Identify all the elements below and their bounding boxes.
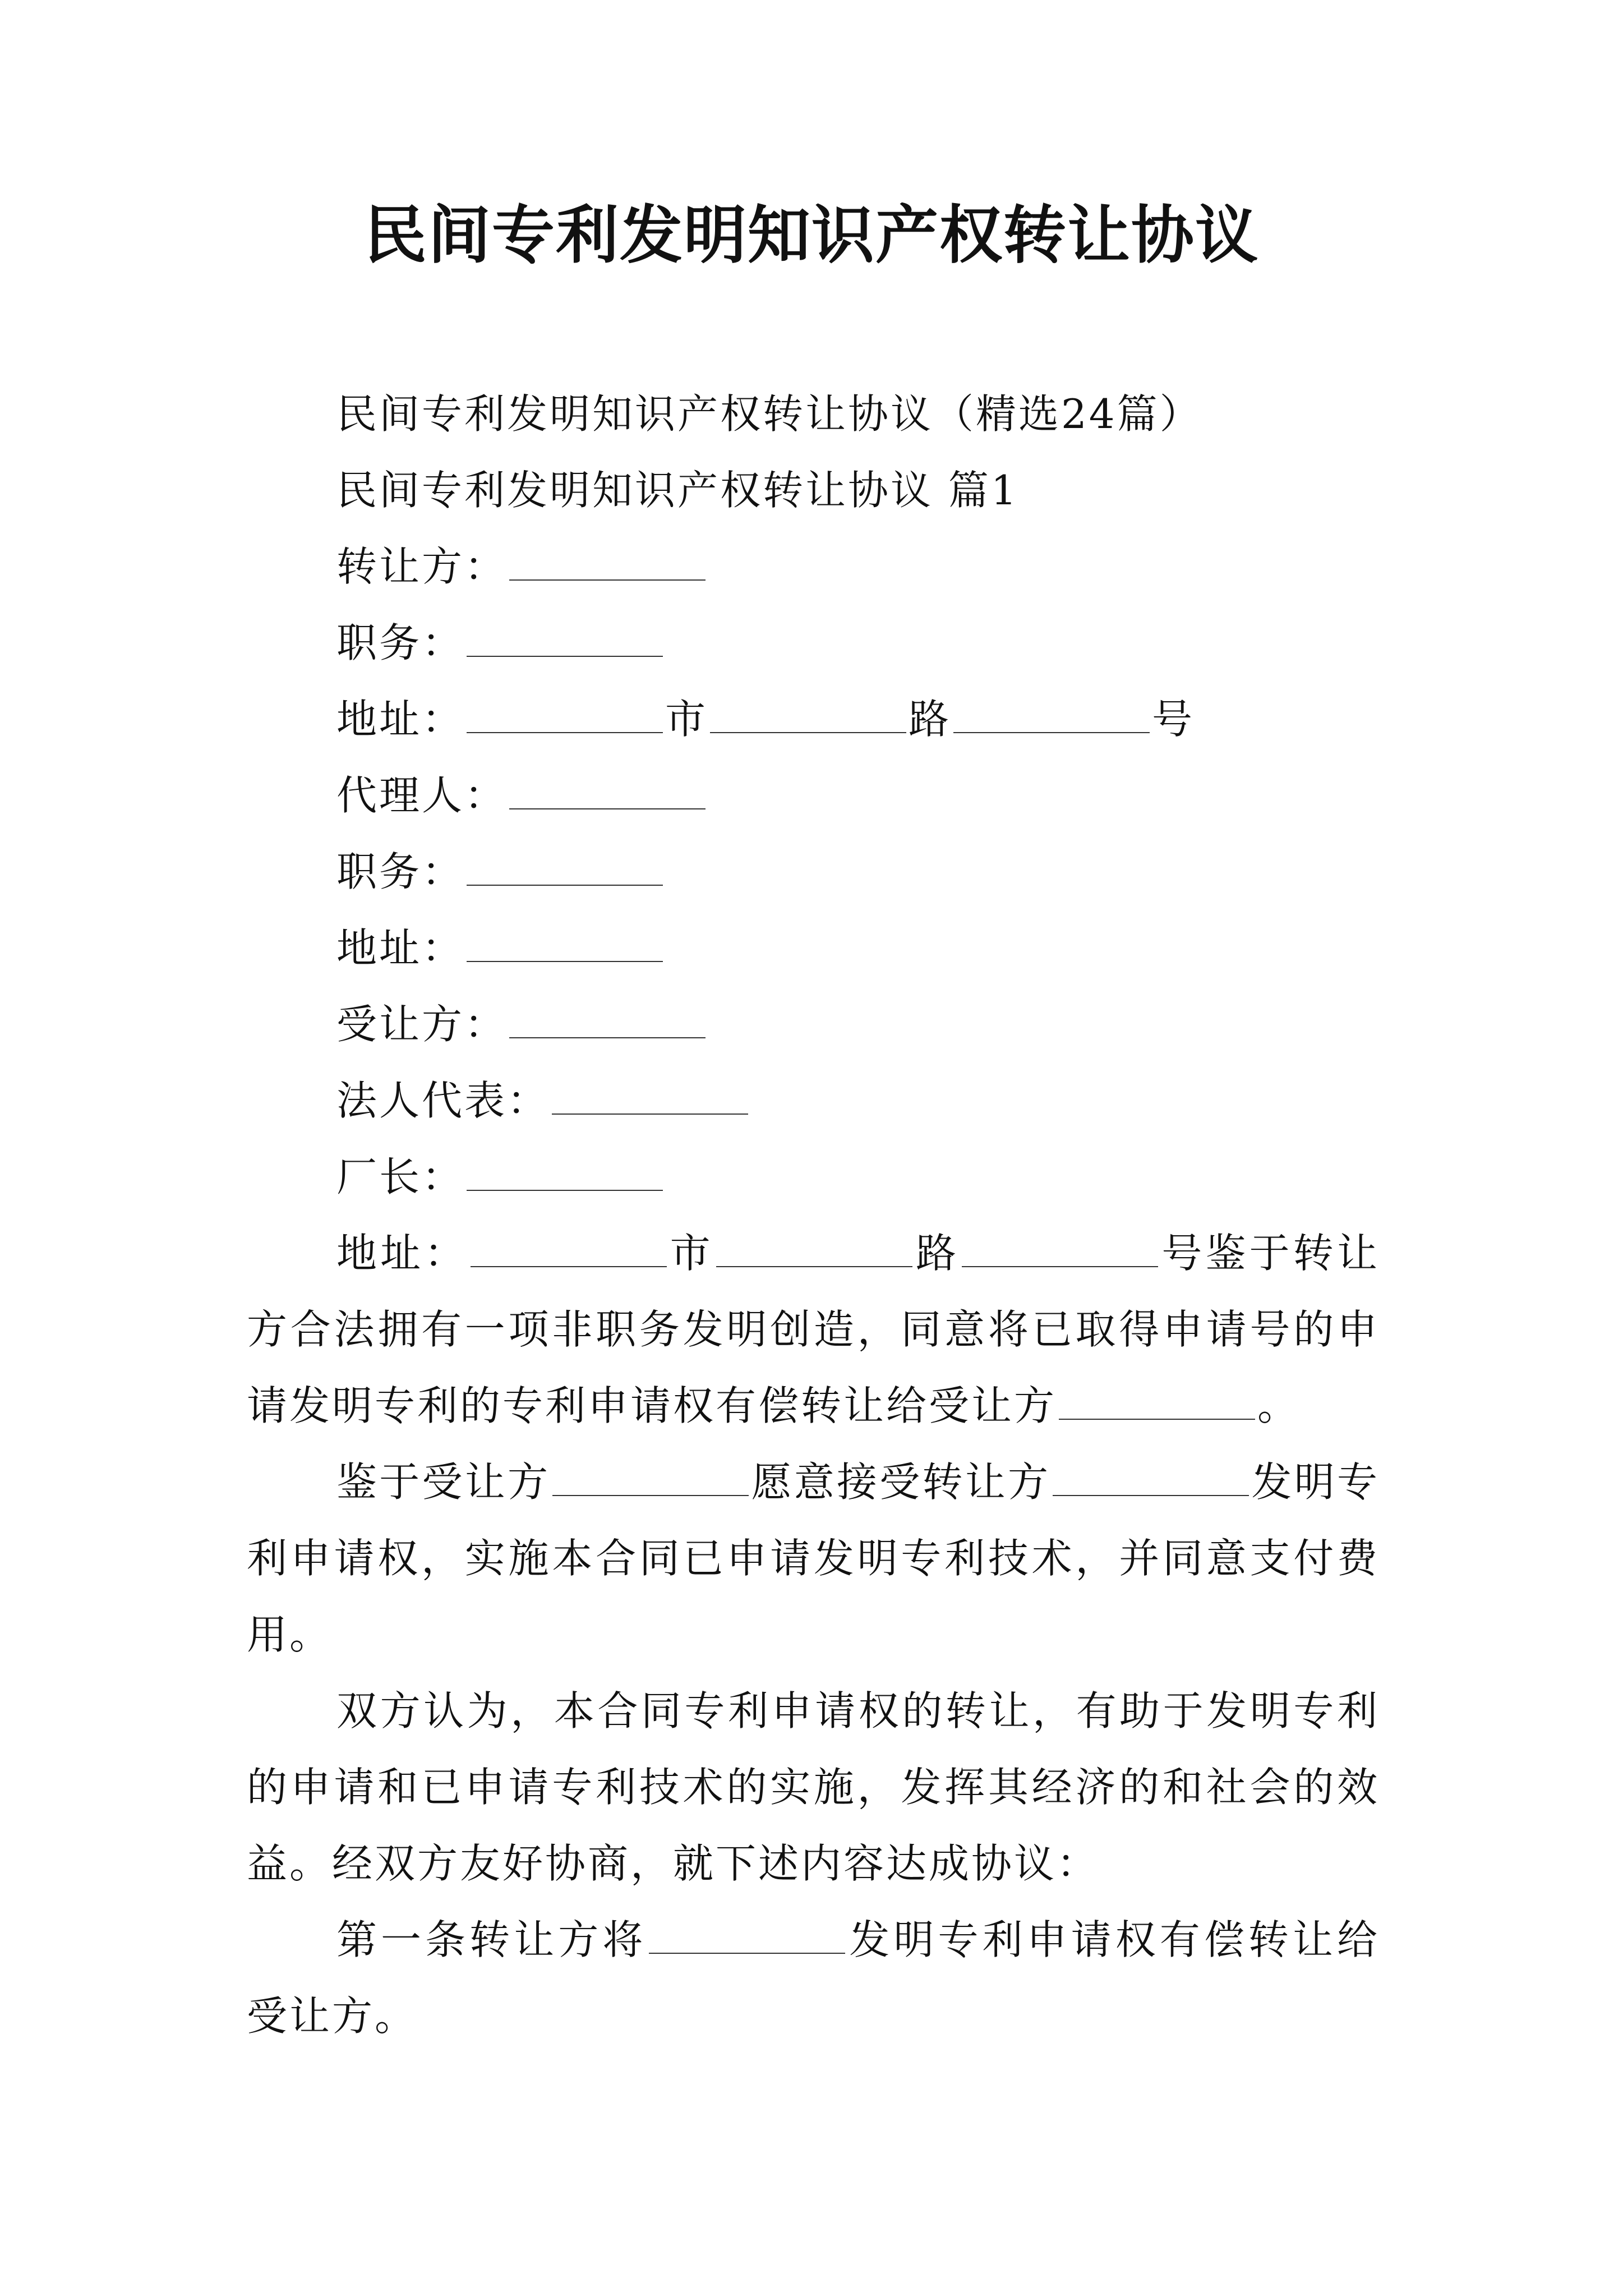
position-line-2 (247, 834, 1380, 910)
address-label-1: 地址： (336, 696, 465, 743)
address-paragraph-3 (247, 1215, 1380, 1444)
transferor-line (247, 528, 1380, 605)
paragraph-3-b: 发明专利申请权有偿转让给受让方。 (247, 1916, 1380, 2040)
address-blank-3c (962, 1232, 1158, 1267)
address-blank-3a (471, 1232, 667, 1267)
paragraph-1-a: 鉴于受让方 (336, 1458, 551, 1506)
paragraph-1 (247, 1444, 1380, 1673)
document-body (247, 376, 1380, 2054)
address-road-3: 路 (914, 1230, 960, 1277)
address-tail-3: 号鉴于转让方合法拥有一项非职务发明创造，同意将已取得申请号的申请发明专利的专利申请权有偿转让给受让方 (247, 1230, 1380, 1429)
paragraph-1-blank-a (552, 1461, 749, 1496)
paragraph-1-b: 愿意接受转让方 (751, 1458, 1051, 1506)
agent-label: 代理人： (336, 772, 508, 819)
paragraph-1-c: 发明专利申请权，实施本合同已申请发明专利技术，并同意支付费用。 (247, 1458, 1380, 1658)
position-blank-1 (467, 622, 663, 657)
address-blank-1b (710, 698, 906, 733)
agent-line (247, 757, 1380, 834)
position-label-1: 职务： (336, 619, 465, 666)
address-city-3: 市 (668, 1230, 714, 1277)
address-blank-1c (953, 698, 1150, 733)
paragraph-3-blank (649, 1919, 845, 1954)
transferee-line (247, 986, 1380, 1062)
transferee-blank (509, 1004, 706, 1038)
paragraph-2: 双方认为，本合同专利申请权的转让，有助于发明专利的申请和已申请专利技术的实施，发挥其经济的和社会的效益。经双方友好协商，就下述内容达成协议： (247, 1687, 1380, 1887)
paragraph-3-a: 第一条转让方将 (336, 1916, 647, 1963)
factory-director-label: 厂长： (336, 1153, 465, 1200)
address-blank-1a (467, 698, 663, 733)
paragraph-3 (247, 1902, 1380, 2054)
address-road-1: 路 (909, 696, 952, 743)
factory-director-line (247, 1139, 1380, 1215)
transferor-blank (509, 546, 706, 581)
address-label-2: 地址： (336, 924, 465, 972)
agent-blank (509, 775, 706, 809)
subtitle: 民间专利发明知识产权转让协议（精选24篇） (336, 390, 1202, 438)
address-city-1: 市 (665, 696, 708, 743)
position-line-1 (247, 605, 1380, 681)
legal-rep-label: 法人代表： (336, 1077, 550, 1124)
legal-rep-blank (552, 1080, 748, 1115)
position-blank-2 (467, 851, 663, 886)
section-heading: 民间专利发明知识产权转让协议 篇1 (336, 467, 1019, 514)
address-label-3: 地址： (336, 1230, 468, 1277)
paragraph-1-blank-b (1053, 1461, 1249, 1496)
factory-director-blank (467, 1156, 663, 1191)
address-number-1: 号 (1152, 696, 1195, 743)
transferor-label: 转让方： (336, 543, 508, 590)
position-label-2: 职务： (336, 848, 465, 895)
address-blank-3b (716, 1232, 912, 1267)
document-title: 民间专利发明知识产权转让协议 (364, 199, 1259, 272)
address-end-3: 。 (1257, 1382, 1301, 1429)
address-line-2 (247, 910, 1380, 986)
address-blank-2 (467, 927, 663, 962)
address-line-1 (247, 681, 1380, 757)
transferee-label: 受让方： (336, 1001, 508, 1048)
legal-rep-line (247, 1062, 1380, 1139)
transferee-name-blank (1059, 1385, 1255, 1420)
